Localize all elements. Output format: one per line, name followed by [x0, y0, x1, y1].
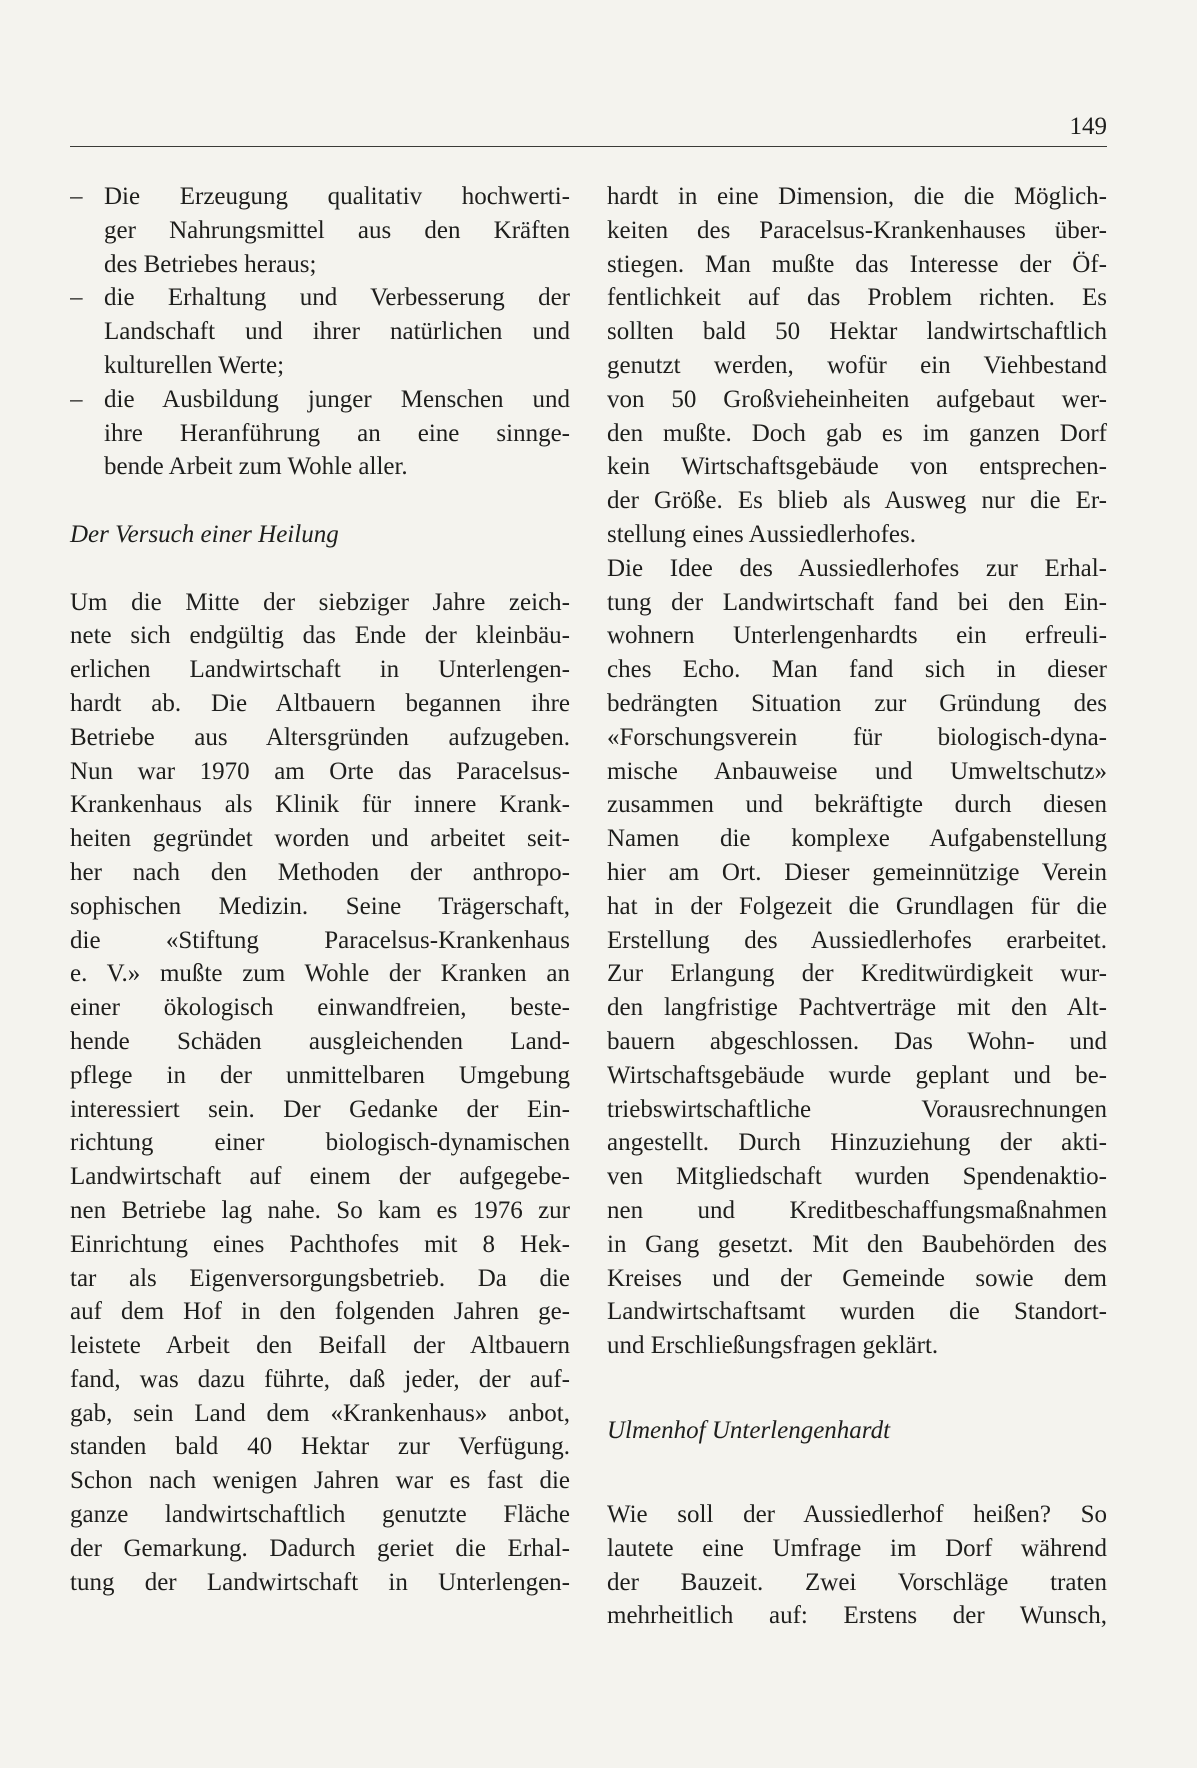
text-line: ches Echo. Man fand sich in dieser [607, 656, 1107, 684]
text-line: interessiert sein. Der Gedanke der Ein- [70, 1095, 570, 1123]
text-line: nen Betriebe lag nahe. So kam es 1976 zur [70, 1196, 570, 1224]
text-line: bauern abgeschlossen. Das Wohn- und [607, 1027, 1107, 1055]
text-line: stiegen. Man mußte das Interesse der Öf- [607, 250, 1107, 278]
text-line: tung der Landwirtschaft in Unterlengen- [70, 1568, 570, 1596]
bullet-list [70, 180, 570, 484]
text-line: ven Mitgliedschaft wurden Spendenaktio- [607, 1163, 1107, 1191]
text-line: wohnern Unterlengenhardts ein erfreuli- [607, 622, 1107, 650]
page-number: 149 [1069, 113, 1107, 140]
text-line: Um die Mitte der siebziger Jahre zeich- [70, 588, 570, 616]
text-line: ganze landwirtschaftlich genutzte Fläche [70, 1501, 570, 1529]
right-column [607, 180, 1107, 1633]
text-line: ger Nahrungsmittel aus den Kräften [104, 216, 570, 244]
text-line: einer ökologisch einwandfreien, beste- [70, 994, 570, 1022]
section-heading: Der Versuch einer Heilung [70, 520, 339, 548]
text-line: nete sich endgültig das Ende der kleinbäu- [70, 622, 570, 650]
paragraph [607, 552, 1107, 1363]
section-heading: Ulmenhof Unterlengenhardt [607, 1416, 891, 1444]
text-line: gab, sein Land dem «Krankenhaus» anbot, [70, 1399, 570, 1427]
text-line: des Betriebes heraus; [104, 250, 317, 278]
text-line: heiten gegründet worden und arbeitet seit- [70, 825, 570, 853]
text-line: bedrängten Situation zur Gründung des [607, 689, 1107, 717]
text-line: pflege in der unmittelbaren Umgebung [70, 1061, 570, 1089]
text-line: Betriebe aus Altersgründen aufzugeben. [70, 723, 570, 751]
text-line: fand, was dazu führte, daß jeder, der auf- [70, 1365, 570, 1393]
bullet-item [70, 180, 570, 281]
text-line: Zur Erlangung der Kreditwürdigkeit wur- [607, 960, 1107, 988]
text-line: von 50 Großvieheinheiten aufgebaut wer- [607, 385, 1107, 413]
text-line: e. V.» mußte zum Wohle der Kranken an [70, 960, 570, 988]
text-line: – Die Erzeugung qualitativ hochwerti- [70, 180, 570, 214]
text-line: genutzt werden, wofür ein Viehbestand [607, 351, 1107, 379]
text-line: Wirtschaftsgebäude wurde geplant und be- [607, 1061, 1107, 1089]
text-line: hardt in eine Dimension, die die Möglich- [607, 183, 1107, 210]
text-line: hende Schäden ausgleichenden Land- [70, 1027, 570, 1055]
dash-marker: – [70, 183, 83, 210]
text-line: der Bauzeit. Zwei Vorschläge traten [607, 1568, 1107, 1596]
bullet-item [70, 383, 570, 484]
text-line: tar als Eigenversorgungsbetrieb. Da die [70, 1264, 570, 1292]
text-line: Erstellung des Aussiedlerhofes erarbeitet. [607, 926, 1107, 954]
text-line: nen und Kreditbeschaffungsmaßnahmen [607, 1196, 1107, 1224]
text-line: «Forschungsverein für biologisch-dyna- [607, 723, 1107, 751]
bullet-item [70, 281, 570, 382]
text-line: hat in der Folgezeit die Grundlagen für die [607, 892, 1107, 920]
left-column [70, 180, 570, 1599]
paragraph [607, 1498, 1107, 1633]
text-line: Schon nach wenigen Jahren war es fast die [70, 1467, 570, 1495]
text-line: tung der Landwirtschaft fand bei den Ein- [607, 588, 1107, 616]
spacer [607, 1363, 1107, 1414]
text-line: standen bald 40 Hektar zur Verfügung. [70, 1433, 570, 1461]
text-line: auf dem Hof in den folgenden Jahren ge- [70, 1298, 570, 1326]
text-line: keiten des Paracelsus-Krankenhauses über- [607, 216, 1107, 244]
text-line: hardt ab. Die Altbauern begannen ihre [70, 689, 570, 717]
text-line: angestellt. Durch Hinzuziehung der akti- [607, 1129, 1107, 1157]
text-line: die «Stiftung Paracelsus-Krankenhaus [70, 926, 570, 954]
text-line: fentlichkeit auf das Problem richten. Es [607, 284, 1107, 312]
spacer [70, 484, 570, 518]
text-line: Landschaft und ihrer natürlichen und [104, 318, 570, 346]
header-rule [70, 146, 1107, 147]
text-line: kulturellen Werte; [104, 351, 285, 379]
text-line: Wie soll der Aussiedlerhof heißen? So [607, 1501, 1107, 1529]
text-line: bende Arbeit zum Wohle aller. [104, 453, 408, 481]
paragraph [70, 586, 570, 1600]
text-line: der Größe. Es blieb als Ausweg nur die Er- [607, 487, 1107, 515]
text-line: Kreises und der Gemeinde sowie dem [607, 1264, 1107, 1292]
text-line: leistete Arbeit den Beifall der Altbauern [70, 1332, 570, 1360]
spacer [607, 1447, 1107, 1498]
text-line: Die Idee des Aussiedlerhofes zur Erhal- [607, 554, 1107, 582]
text-line: den mußte. Doch gab es im ganzen Dorf [607, 419, 1107, 447]
text-line: den langfristige Pachtverträge mit den Alt- [607, 994, 1107, 1022]
dash-marker: – [70, 385, 83, 413]
text-line: zusammen und bekräftigte durch diesen [607, 791, 1107, 819]
text-line: richtung einer biologisch-dynamischen [70, 1129, 570, 1157]
text-line: – die Ausbildung junger Menschen und [70, 383, 570, 417]
text-line: Einrichtung eines Pachthofes mit 8 Hek- [70, 1230, 570, 1258]
text-line: triebswirtschaftliche Vorausrechnungen [607, 1095, 1107, 1123]
text-line: Namen die komplexe Aufgabenstellung [607, 825, 1107, 853]
text-line: her nach den Methoden der anthropo- [70, 858, 570, 886]
text-line: mehrheitlich auf: Erstens der Wunsch, [607, 1602, 1107, 1630]
text-line: sophischen Medizin. Seine Trägerschaft, [70, 892, 570, 920]
spacer [70, 552, 570, 586]
text-line: lautete eine Umfrage im Dorf während [607, 1534, 1107, 1562]
text-line: hier am Ort. Dieser gemeinnützige Verein [607, 858, 1107, 886]
dash-marker: – [70, 284, 83, 312]
text-line: und Erschließungsfragen geklärt. [607, 1332, 939, 1360]
text-line: sollten bald 50 Hektar landwirtschaftlich [607, 318, 1107, 346]
text-line: ihre Heranführung an eine sinnge- [104, 419, 570, 447]
text-line: Landwirtschaft auf einem der aufgegebe- [70, 1163, 570, 1191]
paragraph [607, 180, 1107, 552]
text-line: erlichen Landwirtschaft in Unterlengen- [70, 656, 570, 684]
text-line: stellung eines Aussiedlerhofes. [607, 520, 916, 548]
text-line: der Gemarkung. Dadurch geriet die Erhal- [70, 1534, 570, 1562]
text-line: mische Anbauweise und Umweltschutz» [607, 757, 1107, 785]
text-line: Krankenhaus als Klinik für innere Krank- [70, 791, 570, 819]
text-line: Landwirtschaftsamt wurden die Standort- [607, 1298, 1107, 1326]
text-line: – die Erhaltung und Verbesserung der [70, 281, 570, 315]
text-line: in Gang gesetzt. Mit den Baubehörden des [607, 1230, 1107, 1258]
text-line: Nun war 1970 am Orte das Paracelsus- [70, 757, 570, 785]
text-line: kein Wirtschaftsgebäude von entsprechen- [607, 453, 1107, 481]
